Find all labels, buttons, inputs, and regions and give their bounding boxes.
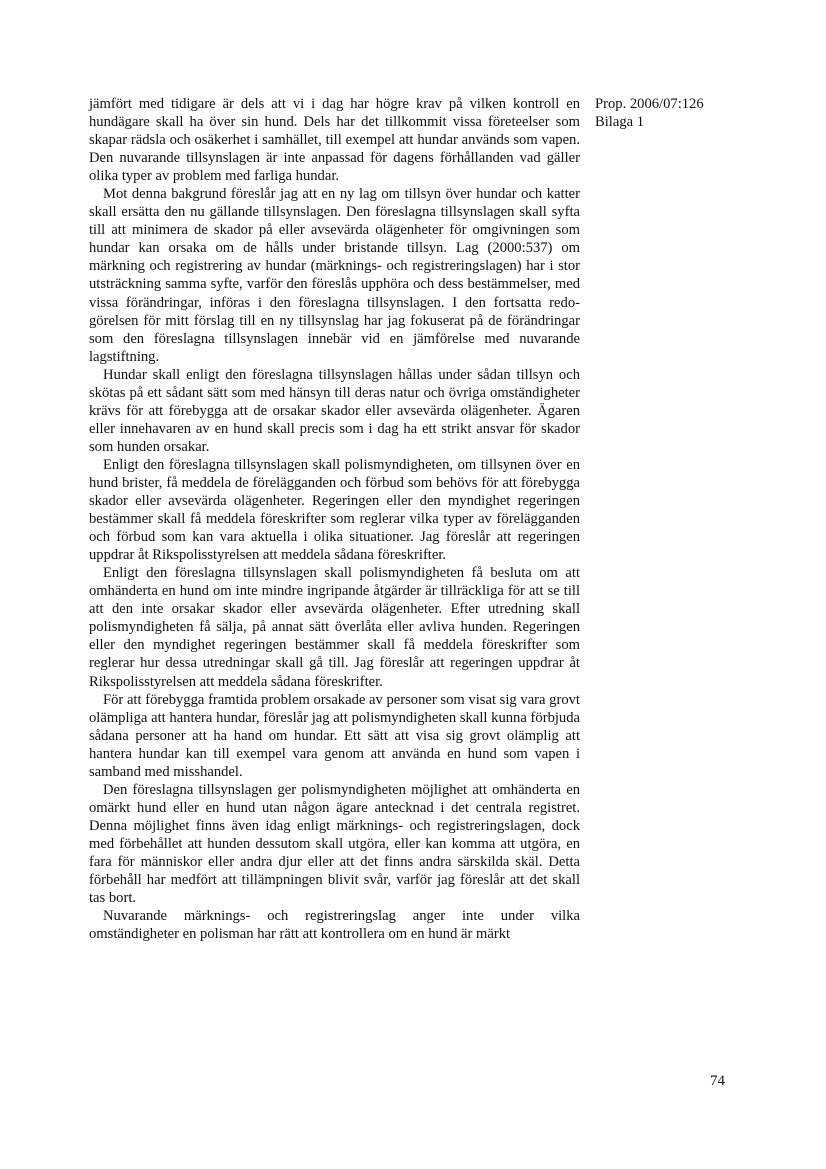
- prop-label: Prop. 2006/07:126: [595, 96, 704, 112]
- paragraph: jämfört med tidigare är dels att vi i dag har högre krav på vilken kontroll en hundägare skall ha över sin hund. Dels har det tillkommit vissa företeelser som skapar rädsla och osäkerhet i samhället, till exempel att hundar används som vapen. Den nuvarande tillsynslagen är inte anpassad för dagens förhållanden vad gäller olika typer av problem med farliga hundar.: [89, 96, 580, 185]
- paragraph: Nuvarande märknings- och registreringslag anger inte under vilka omständigheter en polisman har rätt att kontrollera om en hund är märkt: [89, 908, 580, 943]
- paragraph: Enligt den föreslagna tillsynslagen skall polismyndigheten få besluta om att omhänderta en hund om inte mindre ingripande åtgärder är tillräckliga för att se till att den inte orsakar skador eller avsevärda olägenheter. Efter utredning skall polismyndigheten få sälja, på annat sätt överlåta eller avliva hunden. Regeringen eller den myndighet regeringen bestämmer skall få meddela föreskrifter som reglerar hur dessa utredningar skall gå till. Jag föreslår att regeringen uppdrar åt Rikspolisstyrelsen att meddela sådana föreskrifter.: [89, 565, 580, 690]
- bilaga-label: Bilaga 1: [595, 114, 645, 131]
- paragraph: För att förebygga framtida problem orsakade av personer som visat sig vara grovt olämpliga att hantera hundar, föreslår jag att polismyndigheten skall kunna förbjuda sådana personer att ha hand om hundar. Ett sätt att visa sig grovt olämplig att hantera hundar kan till exempel vara genom att använda en hund som vapen i samband med misshandel.: [89, 691, 580, 780]
- margin-header: [595, 95, 795, 131]
- body-text: [89, 95, 580, 943]
- paragraph: Mot denna bakgrund föreslår jag att en ny lag om tillsyn över hundar och katter skall ersätta den nu gällande tillsynslagen. Den föreslagna tillsynslagen skall syfta till att minimera de skador på eller avsevärda olägenheter för omgivningen som hundar kan orsaka om de hålls under bristande tillsyn. Lag (2000:537) om märkning och registrering av hundar (märknings- och registreringslagen) har i stor utsträckning samma syfte, varför den föreslås upphöra och dess bestämmelser, med vissa förändringar, införas i den föreslagna tillsynslagen. I den fortsatta redogörelsen för mitt förslag till en ny tillsynslag har jag fokuserat på de förändringar som den föreslagna tillsynslagen innebär vid en jämförelse med nuvarande lagstiftning.: [89, 186, 580, 365]
- page-number: 74: [710, 1073, 725, 1089]
- paragraph: Enligt den föreslagna tillsynslagen skall polismyndigheten, om tillsynen över en hund brister, få meddela de förelägganden och förbud som behövs för att förebygga skador eller avsevärda olägenheter. Regeringen eller den myndighet regeringen bestämmer skall få meddela föreskrifter som reglerar vilka typer av förelägganden och förbud som kan vara aktuella i olika situationer. Jag föreslår att regeringen uppdrar åt Rikspolisstyrelsen att meddela sådana föreskrifter.: [89, 456, 580, 564]
- paragraph: Den föreslagna tillsynslagen ger polismyndigheten möjlighet att omhänderta en omärkt hund eller en hund utan någon ägare antecknad i det centrala registret. Denna möjlighet finns även idag enligt märknings- och registreringslagen, dock med förbehållet att hunden dessutom skall utgöra, eller kan komma att utgöra, en fara för människor eller andra djur eller att det finns andra särskilda skäl. Detta förbehåll har medfört att tillämpningen blivit svår, varför jag föreslår att det skall tas bort.: [89, 781, 580, 907]
- paragraph: Hundar skall enligt den föreslagna tillsynslagen hållas under sådan tillsyn och skötas på ett sådant sätt som med hänsyn till deras natur och övriga omständigheter krävs för att förebygga att de orsakar skador eller avsevärda olägenheter. Ägaren eller innehavaren av en hund skall precis som i dag ha ett strikt ansvar för skador som hunden orsakar.: [89, 366, 580, 455]
